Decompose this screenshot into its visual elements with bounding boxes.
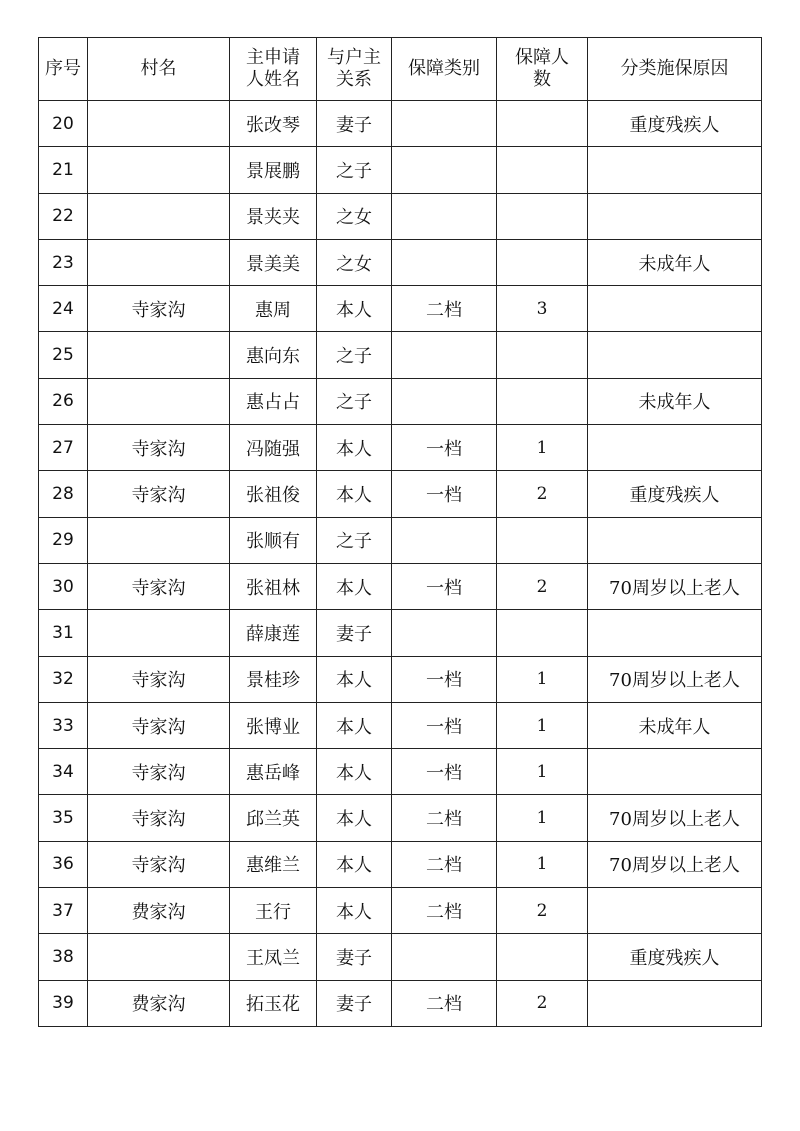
table-row	[39, 795, 762, 841]
header-applicant-line1: 主申请	[246, 47, 300, 68]
table-row	[39, 239, 762, 285]
cell-seq: 21	[39, 147, 88, 193]
cell-village: 费家沟	[88, 888, 230, 934]
cell-category	[392, 147, 497, 193]
cell-count	[497, 610, 588, 656]
table-row	[39, 378, 762, 424]
cell-applicant-name: 惠周	[230, 286, 317, 332]
cell-relation: 之女	[317, 239, 392, 285]
cell-relation: 之子	[317, 517, 392, 563]
cell-applicant-name: 薛康莲	[230, 610, 317, 656]
cell-count	[497, 101, 588, 147]
cell-seq: 33	[39, 702, 88, 748]
cell-village: 寺家沟	[88, 795, 230, 841]
cell-village: 寺家沟	[88, 841, 230, 887]
cell-count: 2	[497, 888, 588, 934]
cell-relation: 本人	[317, 795, 392, 841]
cell-reason	[588, 517, 762, 563]
cell-applicant-name: 惠岳峰	[230, 749, 317, 795]
cell-category: 二档	[392, 841, 497, 887]
cell-seq: 22	[39, 193, 88, 239]
cell-category: 一档	[392, 471, 497, 517]
cell-village	[88, 101, 230, 147]
table-row	[39, 980, 762, 1026]
cell-relation: 之子	[317, 378, 392, 424]
cell-relation: 本人	[317, 841, 392, 887]
cell-count: 2	[497, 563, 588, 609]
cell-village: 寺家沟	[88, 286, 230, 332]
header-relation-line1: 与户主	[327, 47, 381, 68]
cell-category: 二档	[392, 795, 497, 841]
table-body	[39, 101, 762, 1027]
cell-seq: 35	[39, 795, 88, 841]
cell-count: 1	[497, 749, 588, 795]
cell-applicant-name: 拓玉花	[230, 980, 317, 1026]
table-row	[39, 286, 762, 332]
cell-category: 一档	[392, 425, 497, 471]
cell-count	[497, 239, 588, 285]
header-count-line2: 数	[533, 69, 551, 90]
cell-count: 2	[497, 471, 588, 517]
cell-seq: 29	[39, 517, 88, 563]
cell-applicant-name: 冯随强	[230, 425, 317, 471]
table-row	[39, 610, 762, 656]
cell-count	[497, 378, 588, 424]
cell-applicant-name: 景展鹏	[230, 147, 317, 193]
cell-applicant-name: 惠向东	[230, 332, 317, 378]
cell-relation: 妻子	[317, 610, 392, 656]
cell-applicant-name: 景夹夹	[230, 193, 317, 239]
cell-relation: 本人	[317, 702, 392, 748]
cell-count: 1	[497, 795, 588, 841]
cell-count	[497, 147, 588, 193]
cell-relation: 妻子	[317, 980, 392, 1026]
cell-applicant-name: 王凤兰	[230, 934, 317, 980]
cell-category: 二档	[392, 888, 497, 934]
cell-relation: 之子	[317, 332, 392, 378]
table-row	[39, 702, 762, 748]
cell-seq: 37	[39, 888, 88, 934]
cell-category	[392, 193, 497, 239]
cell-seq: 23	[39, 239, 88, 285]
cell-village	[88, 239, 230, 285]
cell-village	[88, 378, 230, 424]
cell-category: 二档	[392, 980, 497, 1026]
cell-applicant-name: 张祖俊	[230, 471, 317, 517]
cell-village: 寺家沟	[88, 749, 230, 795]
header-category: 保障类别	[392, 38, 497, 101]
table-row	[39, 471, 762, 517]
header-relation	[317, 38, 392, 101]
assistance-table	[38, 37, 762, 1027]
cell-reason: 未成年人	[588, 239, 762, 285]
cell-seq: 39	[39, 980, 88, 1026]
cell-applicant-name: 邱兰英	[230, 795, 317, 841]
cell-seq: 25	[39, 332, 88, 378]
cell-reason	[588, 193, 762, 239]
cell-village: 寺家沟	[88, 471, 230, 517]
header-applicant-line2: 人姓名	[246, 69, 300, 90]
cell-category	[392, 610, 497, 656]
cell-reason	[588, 332, 762, 378]
cell-applicant-name: 张改琴	[230, 101, 317, 147]
cell-reason	[588, 888, 762, 934]
cell-reason	[588, 749, 762, 795]
cell-seq: 28	[39, 471, 88, 517]
cell-village	[88, 193, 230, 239]
cell-village	[88, 934, 230, 980]
cell-seq: 30	[39, 563, 88, 609]
cell-reason	[588, 425, 762, 471]
cell-count: 3	[497, 286, 588, 332]
cell-village	[88, 610, 230, 656]
cell-applicant-name: 景桂珍	[230, 656, 317, 702]
table-header	[39, 38, 762, 101]
cell-reason	[588, 147, 762, 193]
cell-reason: 重度残疾人	[588, 471, 762, 517]
table-row	[39, 101, 762, 147]
cell-category	[392, 934, 497, 980]
cell-applicant-name: 惠占占	[230, 378, 317, 424]
cell-category	[392, 517, 497, 563]
cell-category	[392, 239, 497, 285]
cell-category: 一档	[392, 563, 497, 609]
cell-village	[88, 517, 230, 563]
cell-count: 1	[497, 702, 588, 748]
cell-applicant-name: 王行	[230, 888, 317, 934]
header-village: 村名	[88, 38, 230, 101]
cell-reason: 未成年人	[588, 378, 762, 424]
cell-applicant-name: 惠维兰	[230, 841, 317, 887]
table-row	[39, 934, 762, 980]
cell-relation: 本人	[317, 656, 392, 702]
cell-count	[497, 934, 588, 980]
cell-village	[88, 332, 230, 378]
cell-relation: 本人	[317, 286, 392, 332]
table-row	[39, 841, 762, 887]
cell-relation: 本人	[317, 888, 392, 934]
cell-relation: 本人	[317, 425, 392, 471]
table-row	[39, 193, 762, 239]
cell-village: 寺家沟	[88, 656, 230, 702]
cell-count: 2	[497, 980, 588, 1026]
table-row	[39, 147, 762, 193]
cell-village: 寺家沟	[88, 425, 230, 471]
cell-village	[88, 147, 230, 193]
cell-category: 一档	[392, 656, 497, 702]
cell-applicant-name: 张博业	[230, 702, 317, 748]
table-row	[39, 888, 762, 934]
cell-category: 一档	[392, 702, 497, 748]
cell-seq: 34	[39, 749, 88, 795]
cell-category: 二档	[392, 286, 497, 332]
cell-relation: 本人	[317, 471, 392, 517]
cell-relation: 妻子	[317, 934, 392, 980]
table-row	[39, 749, 762, 795]
cell-seq: 32	[39, 656, 88, 702]
cell-seq: 27	[39, 425, 88, 471]
cell-seq: 31	[39, 610, 88, 656]
table-row	[39, 425, 762, 471]
cell-relation: 本人	[317, 563, 392, 609]
cell-seq: 24	[39, 286, 88, 332]
cell-village: 寺家沟	[88, 563, 230, 609]
cell-count: 1	[497, 841, 588, 887]
table-row	[39, 656, 762, 702]
header-relation-line2: 关系	[336, 69, 372, 90]
cell-category	[392, 378, 497, 424]
cell-relation: 之子	[317, 147, 392, 193]
cell-reason: 70周岁以上老人	[588, 795, 762, 841]
header-count	[497, 38, 588, 101]
header-reason: 分类施保原因	[588, 38, 762, 101]
cell-reason: 70周岁以上老人	[588, 656, 762, 702]
header-count-line1: 保障人	[515, 47, 569, 68]
table-row	[39, 517, 762, 563]
cell-reason: 70周岁以上老人	[588, 563, 762, 609]
cell-category	[392, 332, 497, 378]
cell-seq: 38	[39, 934, 88, 980]
header-seq: 序号	[39, 38, 88, 101]
cell-reason	[588, 980, 762, 1026]
cell-seq: 26	[39, 378, 88, 424]
cell-category	[392, 101, 497, 147]
cell-reason	[588, 286, 762, 332]
cell-relation: 妻子	[317, 101, 392, 147]
cell-reason: 未成年人	[588, 702, 762, 748]
cell-count	[497, 193, 588, 239]
cell-reason	[588, 610, 762, 656]
cell-seq: 36	[39, 841, 88, 887]
table-row	[39, 332, 762, 378]
cell-relation: 本人	[317, 749, 392, 795]
cell-count	[497, 517, 588, 563]
header-applicant	[230, 38, 317, 101]
cell-count	[497, 332, 588, 378]
cell-reason: 70周岁以上老人	[588, 841, 762, 887]
cell-category: 一档	[392, 749, 497, 795]
cell-reason: 重度残疾人	[588, 101, 762, 147]
cell-relation: 之女	[317, 193, 392, 239]
cell-applicant-name: 景美美	[230, 239, 317, 285]
cell-applicant-name: 张顺有	[230, 517, 317, 563]
cell-village: 费家沟	[88, 980, 230, 1026]
cell-count: 1	[497, 656, 588, 702]
cell-count: 1	[497, 425, 588, 471]
cell-reason: 重度残疾人	[588, 934, 762, 980]
table-row	[39, 563, 762, 609]
cell-seq: 20	[39, 101, 88, 147]
header-row	[39, 38, 762, 101]
cell-village: 寺家沟	[88, 702, 230, 748]
cell-applicant-name: 张祖林	[230, 563, 317, 609]
